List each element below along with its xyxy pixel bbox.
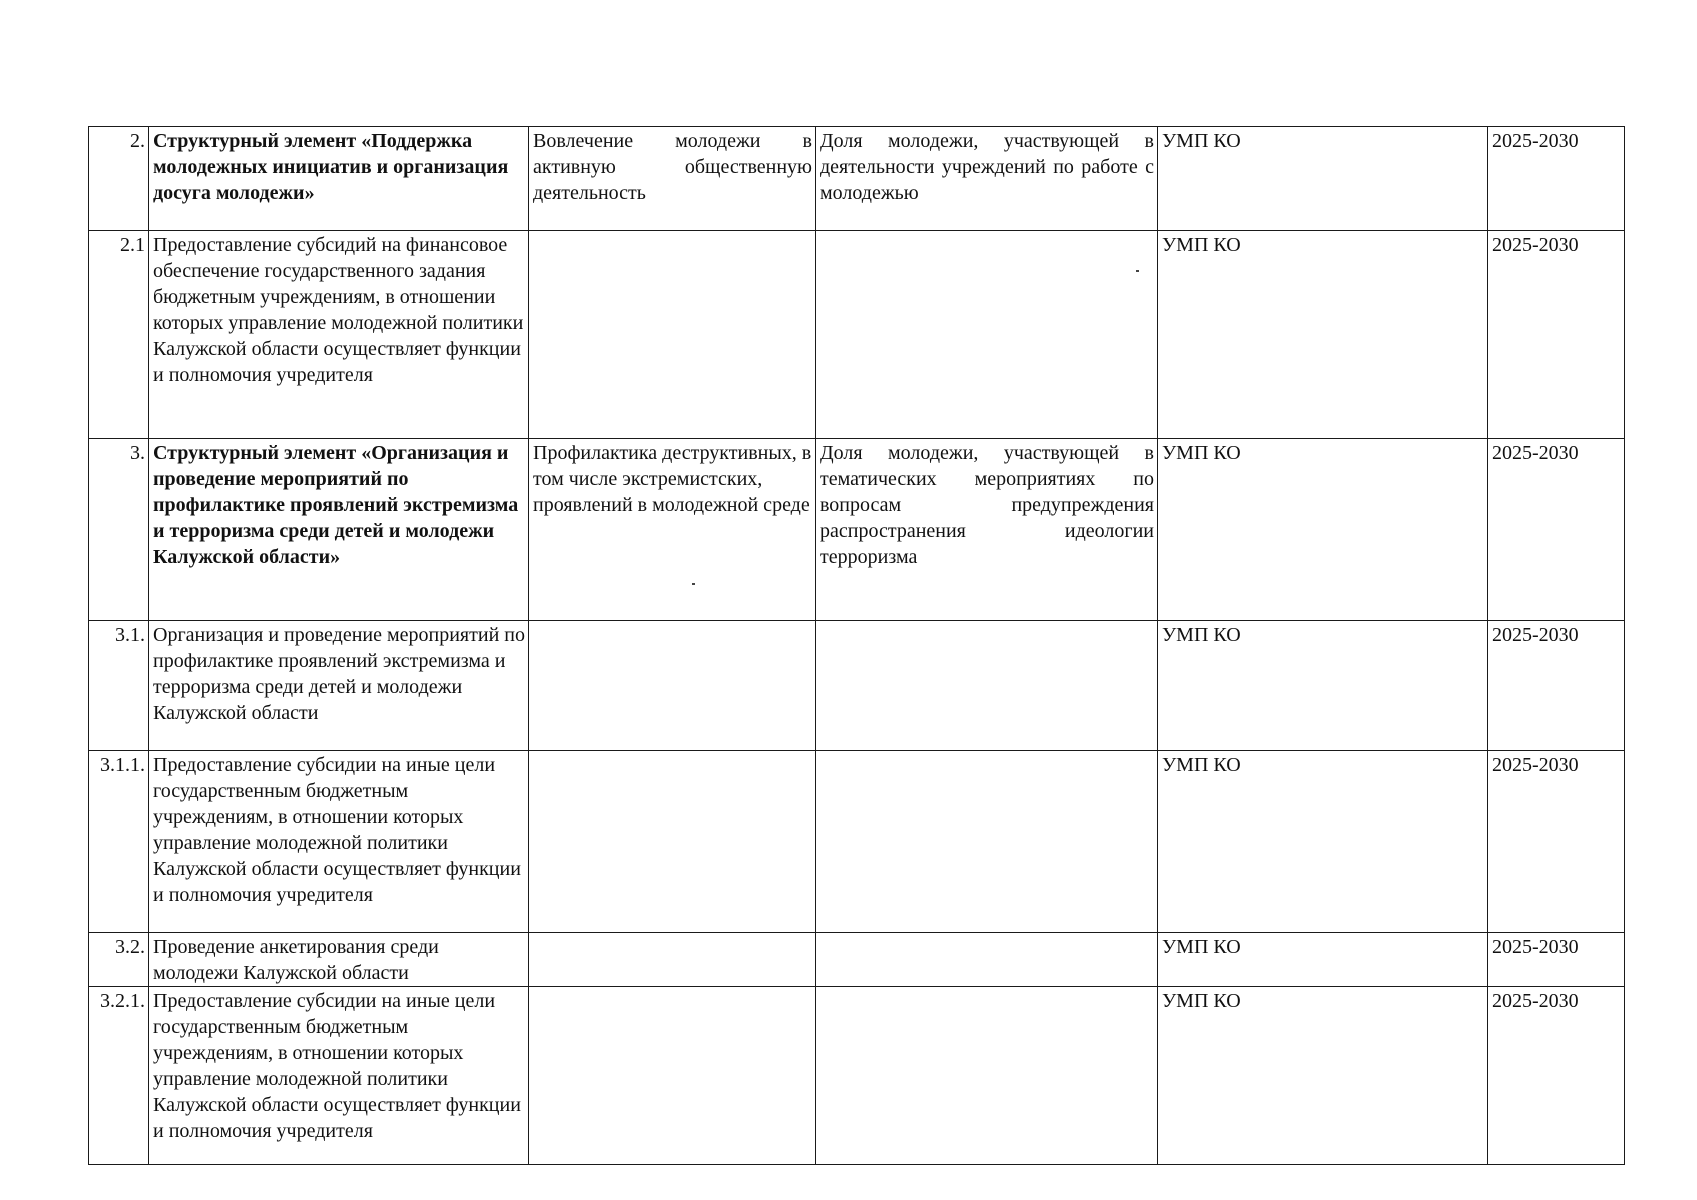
responsible-text: УМП КО — [1158, 439, 1488, 621]
element-name: Структурный элемент «Поддержка молодежных инициатив и организация досуга молодежи» — [149, 127, 529, 231]
responsible-text: УМП КО — [1158, 987, 1488, 1165]
table-row — [89, 933, 1625, 987]
indicator-text — [816, 987, 1158, 1165]
indicator-text: Доля молодежи, участвующей в деятельности учреждений по работе с молодежью — [816, 127, 1158, 231]
period-text: 2025-2030 — [1488, 751, 1625, 933]
responsible-text: УМП КО — [1158, 621, 1488, 751]
period-text: 2025-2030 — [1488, 231, 1625, 439]
table-row — [89, 127, 1625, 231]
table-row — [89, 751, 1625, 933]
row-number: 3.1.1. — [89, 751, 149, 933]
period-text: 2025-2030 — [1488, 127, 1625, 231]
task-text — [529, 621, 816, 751]
scan-speck — [1136, 270, 1139, 272]
row-number: 2. — [89, 127, 149, 231]
indicator-text — [816, 621, 1158, 751]
responsible-text: УМП КО — [1158, 933, 1488, 987]
responsible-text: УМП КО — [1158, 127, 1488, 231]
responsible-text: УМП КО — [1158, 231, 1488, 439]
row-number: 2.1 — [89, 231, 149, 439]
element-name: Организация и проведение мероприятий по профилактике проявлений экстремизма и терроризма среди детей и молодежи Калужской области — [149, 621, 529, 751]
period-text: 2025-2030 — [1488, 987, 1625, 1165]
element-name: Предоставление субсидии на иные цели государственным бюджетным учреждениям, в отношении которых управление молодежной политики Калужской области осуществляет функции и полномочия учредителя — [149, 751, 529, 933]
row-number: 3. — [89, 439, 149, 621]
element-name: Предоставление субсидии на иные цели государственным бюджетным учреждениям, в отношении которых управление молодежной политики Калужской области осуществляет функции и полномочия учредителя — [149, 987, 529, 1165]
task-text — [529, 933, 816, 987]
row-number: 3.1. — [89, 621, 149, 751]
task-text: Вовлечение молодежи в активную общественную деятельность — [529, 127, 816, 231]
program-structure-table — [88, 126, 1625, 1165]
table-row — [89, 231, 1625, 439]
table-row — [89, 987, 1625, 1165]
table-row — [89, 439, 1625, 621]
task-text: Профилактика деструктивных, в том числе экстремистских, проявлений в молодежной среде — [529, 439, 816, 621]
period-text: 2025-2030 — [1488, 933, 1625, 987]
indicator-text: Доля молодежи, участвующей в тематических мероприятиях по вопросам предупреждения распространения идеологии терроризма — [816, 439, 1158, 621]
period-text: 2025-2030 — [1488, 439, 1625, 621]
indicator-text — [816, 933, 1158, 987]
element-name: Структурный элемент «Организация и проведение мероприятий по профилактике проявлений экстремизма и терроризма среди детей и молодежи Калужской области» — [149, 439, 529, 621]
period-text: 2025-2030 — [1488, 621, 1625, 751]
table-row — [89, 621, 1625, 751]
element-name: Проведение анкетирования среди молодежи Калужской области — [149, 933, 529, 987]
responsible-text: УМП КО — [1158, 751, 1488, 933]
element-name: Предоставление субсидий на финансовое обеспечение государственного задания бюджетным учреждениям, в отношении которых управление молодежной политики Калужской области осуществляет функции и полномочия учредителя — [149, 231, 529, 439]
row-number: 3.2. — [89, 933, 149, 987]
task-text — [529, 987, 816, 1165]
indicator-text — [816, 231, 1158, 439]
scan-speck — [692, 583, 695, 585]
task-text — [529, 231, 816, 439]
task-text — [529, 751, 816, 933]
row-number: 3.2.1. — [89, 987, 149, 1165]
indicator-text — [816, 751, 1158, 933]
